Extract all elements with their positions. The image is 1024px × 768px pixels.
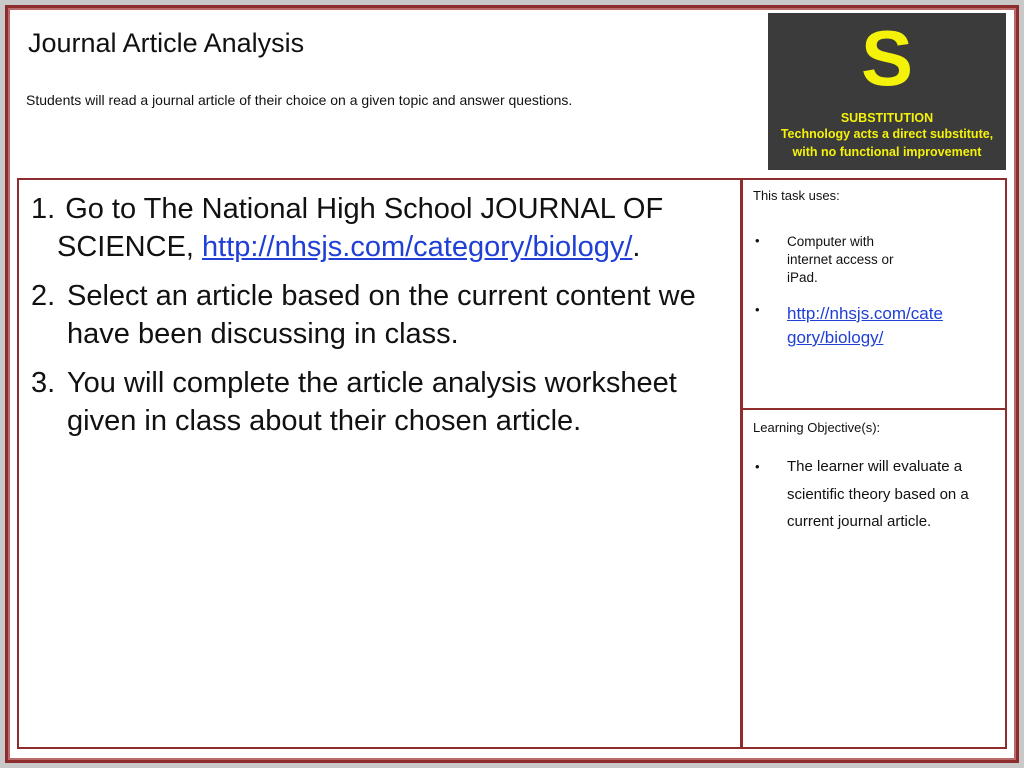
list-item: [755, 302, 947, 350]
bullet-icon: •: [755, 302, 760, 317]
list-item: [755, 453, 997, 536]
instructions-panel: [17, 178, 742, 749]
page-title: Journal Article Analysis: [28, 28, 305, 58]
samr-description: [768, 125, 1006, 161]
tool-item-link[interactable]: http://nhsjs.com/category/biology/: [787, 304, 943, 347]
objective-text: The learner will evaluate a scientific theory based on a current journal article.: [787, 458, 969, 530]
bullet-icon: •: [755, 459, 760, 474]
instructions-list: [19, 180, 740, 440]
list-item: [31, 190, 726, 266]
samr-letter: S: [860, 14, 914, 102]
step-text: Go to The National High School JOURNAL OF SCIENCE,: [57, 193, 664, 263]
step-text: You will complete the article analysis worksheet given in class about their chosen article.: [67, 367, 677, 437]
list-item: [31, 277, 726, 353]
task-tools-panel: [741, 178, 1007, 410]
tool-item-text: Computer with internet access or iPad.: [787, 234, 894, 285]
samr-description-line-1: Technology acts a direct substitute,: [780, 127, 994, 141]
step-number: 1.: [31, 193, 56, 225]
tools-label: This task uses:: [753, 188, 840, 203]
step-text-end: .: [632, 231, 641, 263]
objectives-label: Learning Objective(s):: [753, 420, 881, 435]
learning-objectives-panel: [741, 408, 1007, 749]
nhsjs-biology-link[interactable]: http://nhsjs.com/category/biology/: [202, 231, 633, 263]
list-item: [755, 233, 917, 287]
step-number: 2.: [31, 280, 56, 312]
samr-badge: [768, 13, 1006, 170]
step-number: 3.: [31, 367, 56, 399]
bullet-icon: •: [755, 233, 760, 248]
samr-level-name: SUBSTITUTION: [840, 111, 934, 125]
samr-description-line-2: with no functional improvement: [792, 145, 982, 159]
list-item: [31, 364, 726, 440]
step-text: Select an article based on the current content we have been discussing in class.: [67, 280, 696, 350]
page-subtitle: Students will read a journal article of their choice on a given topic and answer questions.: [26, 92, 573, 108]
